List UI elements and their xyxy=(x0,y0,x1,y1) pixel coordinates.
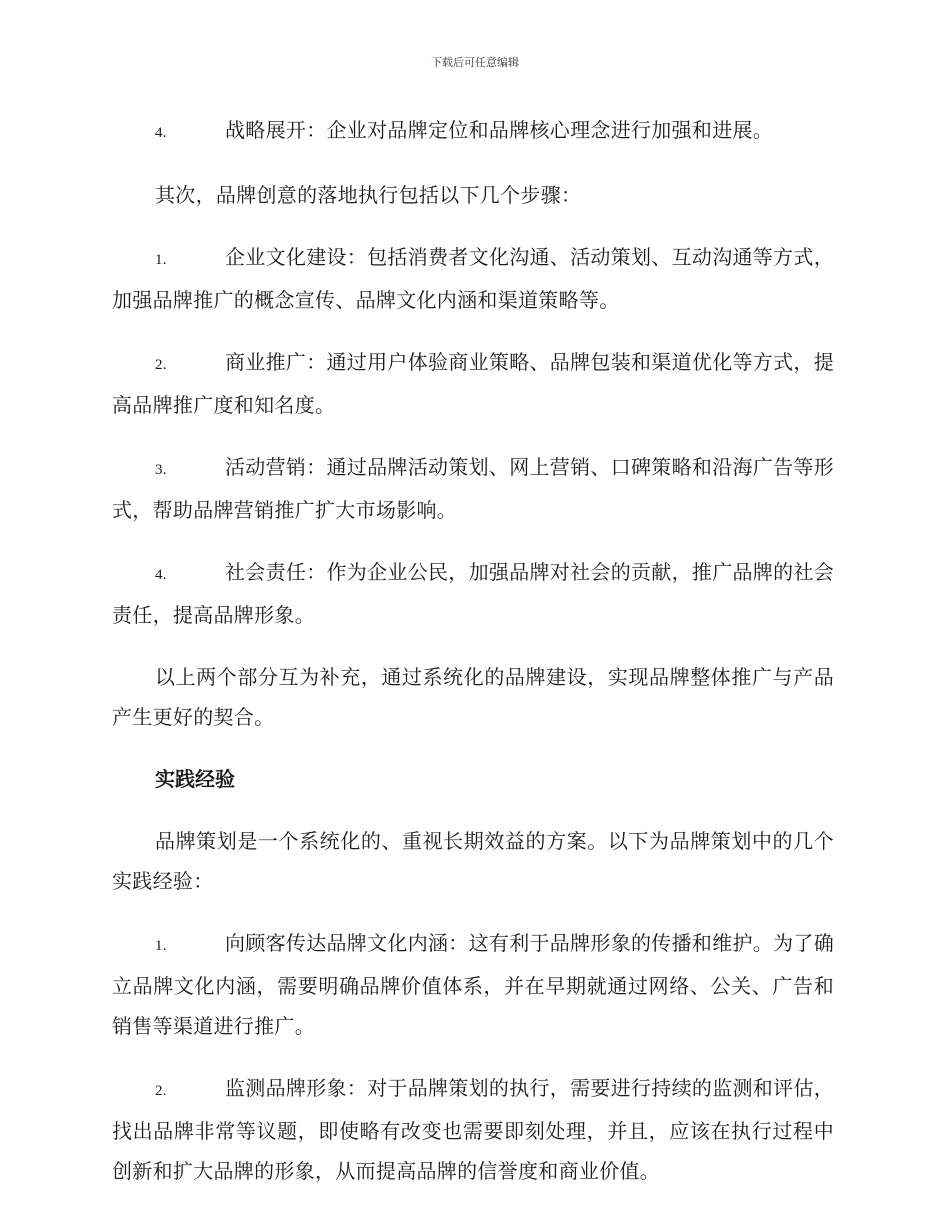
list-number: 1. xyxy=(155,252,167,268)
list-text: 商业推广：通过用户体验商业策略、品牌包装和渠道优化等方式，提高品牌推广度和知名度。 xyxy=(112,350,834,417)
document-body xyxy=(112,110,834,1213)
list-item xyxy=(112,552,834,635)
page-header: 下载后可任意编辑 xyxy=(431,56,519,69)
list-text: 企业文化建设：包括消费者文化沟通、活动策划、互动沟通等方式，加强品牌推广的概念宣传、品牌文化内涵和渠道策略等。 xyxy=(112,245,834,312)
list-number: 4. xyxy=(155,567,167,583)
list-number: 2. xyxy=(155,357,167,373)
list-number: 3. xyxy=(155,462,167,478)
list-text: 活动营销：通过品牌活动策划、网上营销、口碑策略和沿海广告等形式，帮助品牌营销推广扩大市场影响。 xyxy=(112,455,834,522)
list-item xyxy=(112,447,834,530)
list-item xyxy=(112,110,834,153)
list-number: 4. xyxy=(155,125,167,141)
section-heading: 实践经验 xyxy=(155,767,235,791)
list-number: 1. xyxy=(155,938,167,954)
list-text: 监测品牌形象：对于品牌策划的执行，需要进行持续的监测和评估，找出品牌非常等议题，即使略有改变也需要即刻处理，并且，应该在执行过程中创新和扩大品牌的形象，从而提高品牌的信誉度和商业价值。 xyxy=(112,1076,834,1183)
list-text: 社会责任：作为企业公民，加强品牌对社会的贡献，推广品牌的社会责任，提高品牌形象。 xyxy=(112,560,834,627)
list-text: 向顾客传达品牌文化内涵：这有利于品牌形象的传播和维护。为了确立品牌文化内涵，需要明确品牌价值体系，并在早期就通过网络、公关、广告和销售等渠道进行推广。 xyxy=(112,931,834,1038)
paragraph: 以上两个部分互为补充，通过系统化的品牌建设，实现品牌整体推广与产品产生更好的契合。 xyxy=(112,665,834,729)
list-item xyxy=(112,923,834,1046)
paragraph: 品牌策划是一个系统化的、重视长期效益的方案。以下为品牌策划中的几个实践经验： xyxy=(112,829,834,893)
paragraph: 其次，品牌创意的落地执行包括以下几个步骤： xyxy=(155,183,582,207)
list-number: 2. xyxy=(155,1083,167,1099)
list-item xyxy=(112,1068,834,1191)
list-text: 战略展开：企业对品牌定位和品牌核心理念进行加强和进展。 xyxy=(225,118,774,142)
list-item xyxy=(112,342,834,425)
list-item xyxy=(112,237,834,320)
